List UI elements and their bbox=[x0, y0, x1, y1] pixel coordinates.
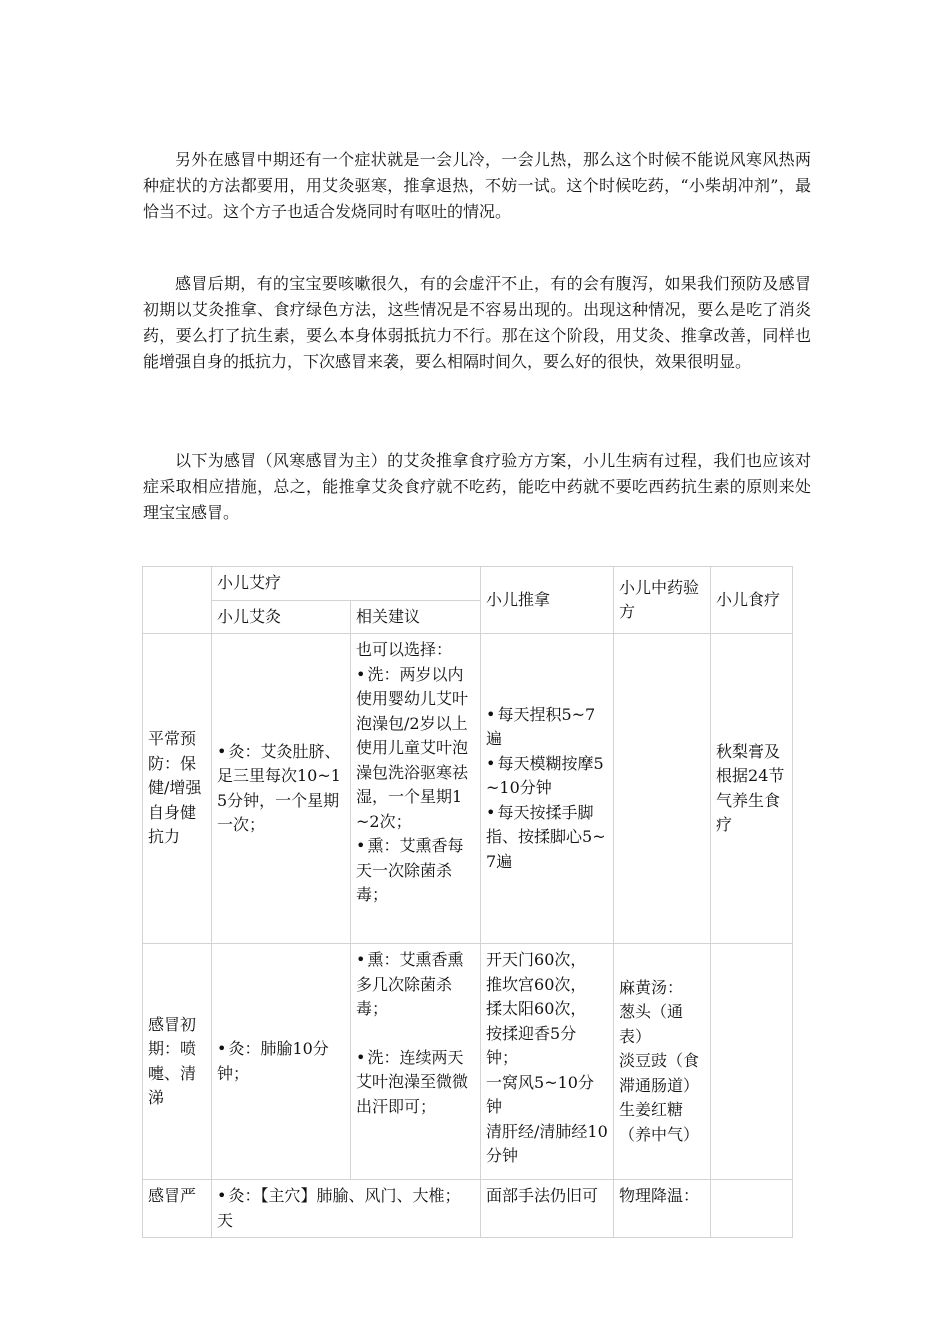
table-header-row bbox=[143, 567, 793, 601]
header-moxa: 小儿艾灸 bbox=[212, 600, 351, 634]
prevention-advice-wash: • 洗：两岁以内使用婴幼儿艾叶泡澡包/2岁以上使用儿童艾叶泡澡包洗浴驱寒祛湿，一个星期1~2次； bbox=[356, 663, 475, 835]
early-tuina-2: 推坎宫60次， bbox=[486, 974, 587, 994]
early-tuina-4: 按揉迎香5分钟； bbox=[486, 1023, 577, 1067]
prevention-diet: 秋梨膏及根据24节气养生食疗 bbox=[711, 634, 793, 944]
early-herbal-1: 麻黄汤： bbox=[619, 977, 684, 997]
severe-diet bbox=[711, 1180, 793, 1238]
header-diet: 小儿食疗 bbox=[711, 567, 793, 634]
prevention-moxa-text: • 灸：艾灸肚脐、足三里每次10~15分钟，一个星期一次； bbox=[217, 740, 345, 838]
header-corner-cell bbox=[143, 567, 212, 634]
early-moxa bbox=[212, 944, 351, 1180]
prevention-tuina-1: • 每天捏积5~7遍 bbox=[486, 703, 608, 752]
severe-moxa-text: • 灸：【主穴】肺腧、风门、大椎；天 bbox=[217, 1184, 475, 1233]
severe-tuina: 面部手法仍旧可 bbox=[481, 1180, 614, 1238]
prevention-advice bbox=[351, 634, 481, 944]
prevention-tuina-3: • 每天按揉手脚指、按揉脚心5~7遍 bbox=[486, 801, 608, 875]
early-tuina-6: 清肝经/清肺经10分钟 bbox=[486, 1121, 608, 1165]
early-advice-wash: • 洗：连续两天艾叶泡澡至微微出汗即可； bbox=[356, 1046, 475, 1120]
row-label-early: 感冒初期：喷嚏、清涕 bbox=[143, 944, 212, 1180]
early-advice-smoke: • 熏：艾熏香熏多几次除菌杀毒； bbox=[356, 948, 475, 1022]
paragraph-intro-table: 以下为感冒（风寒感冒为主）的艾灸推拿食疗验方方案，小儿生病有过程，我们也应该对症采取相应措施，总之，能推拿艾灸食疗就不吃药，能吃中药就不要吃西药抗生素的原则来处理宝宝感冒。 bbox=[143, 451, 811, 522]
remedy-table bbox=[142, 566, 793, 1238]
early-tuina-5: 一窝风5~10分钟 bbox=[486, 1072, 594, 1116]
severe-herbal: 物理降温： bbox=[614, 1180, 711, 1238]
table-row-severe bbox=[143, 1180, 793, 1238]
early-diet bbox=[711, 944, 793, 1180]
prevention-tuina bbox=[481, 634, 614, 944]
header-advice: 相关建议 bbox=[351, 600, 481, 634]
row-label-severe: 感冒严 bbox=[143, 1180, 212, 1238]
early-moxa-text: • 灸：肺腧10分钟； bbox=[217, 1037, 345, 1086]
header-herbal: 小儿中药验方 bbox=[614, 567, 711, 634]
header-tuina: 小儿推拿 bbox=[481, 567, 614, 634]
table-row-prevention bbox=[143, 634, 793, 944]
prevention-moxa bbox=[212, 634, 351, 944]
early-advice bbox=[351, 944, 481, 1180]
prevention-herbal bbox=[614, 634, 711, 944]
prevention-tuina-2: • 每天模糊按摩5~10分钟 bbox=[486, 752, 608, 801]
prevention-advice-smoke: • 熏：艾熏香每天一次除菌杀毒； bbox=[356, 834, 475, 908]
early-tuina-1: 开天门60次， bbox=[486, 950, 587, 969]
row-label-prevention: 平常预防：保健/增强自身健抗力 bbox=[143, 634, 212, 944]
header-moxa-group: 小儿艾疗 bbox=[212, 567, 481, 601]
early-tuina-3: 揉太阳60次， bbox=[486, 999, 587, 1018]
early-herbal-2: 葱头（通表） bbox=[619, 1002, 684, 1046]
table-row-early bbox=[143, 944, 793, 1180]
early-herbal-4: 生姜红糖（养中气） bbox=[619, 1100, 700, 1144]
early-herbal-3: 淡豆豉（食滞通肠道） bbox=[619, 1051, 700, 1095]
early-herbal bbox=[614, 944, 711, 1180]
paragraph-midstage: 另外在感冒中期还有一个症状就是一会儿冷，一会儿热，那么这个时候不能说风寒风热两种症状的方法都要用，用艾灸驱寒，推拿退热，不妨一试。这个时候吃药，“小柴胡冲剂”，最恰当不过。这个方子也适合发烧同时有呕吐的情况。 bbox=[143, 150, 811, 221]
severe-moxa bbox=[212, 1180, 481, 1238]
paragraph-latestage: 感冒后期，有的宝宝要咳嗽很久，有的会虚汗不止，有的会有腹泻，如果我们预防及感冒初期以艾灸推拿、食疗绿色方法，这些情况是不容易出现的。出现这种情况，要么是吃了消炎药，要么打了抗生素，要么本身体弱抵抗力不行。那在这个阶段，用艾灸、推拿改善，同样也能增强自身的抵抗力，下次感冒来袭，要么相隔时间久，要么好的很快，效果很明显。 bbox=[143, 274, 811, 371]
early-tuina bbox=[481, 944, 614, 1180]
prevention-advice-intro: 也可以选择： bbox=[356, 640, 453, 659]
